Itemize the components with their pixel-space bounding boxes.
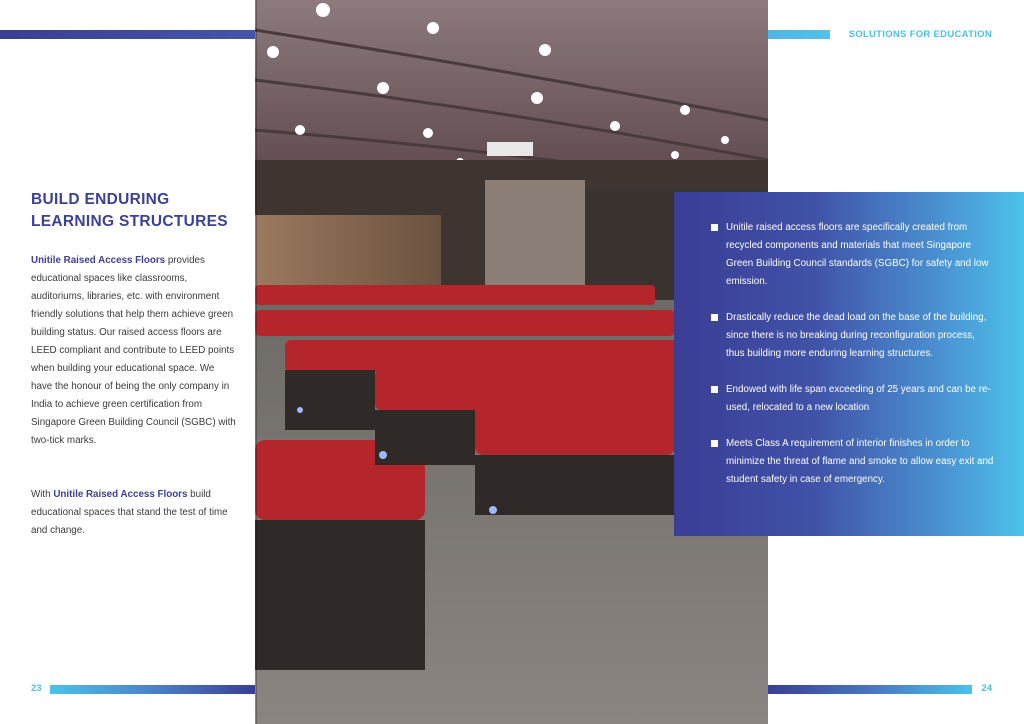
intro-paragraph (31, 252, 236, 450)
closing-text: build educational spaces that stand the test of time and change. (31, 489, 228, 536)
feature-item (711, 381, 996, 417)
brand-name: Unitile Raised Access Floors (31, 255, 166, 266)
bullet-square-icon (711, 224, 718, 231)
closing-paragraph (31, 486, 236, 540)
feature-text: Endowed with life span exceeding of 25 years and can be re-used, relocated to a new location (726, 384, 991, 413)
page-fold (256, 0, 257, 724)
feature-text: Unitile raised access floors are specifically created from recycled components and materials that meet Singapore Green Building Council standards (SGBC) for safety and low emission. (726, 222, 989, 287)
page-number-left: 23 (31, 683, 42, 694)
footer-rule-left (50, 685, 255, 694)
intro-text: provides educational spaces like classrooms, auditoriums, libraries, etc. with environment friendly solutions that help them achieve green building status. Our raised access floors are LEED compliant and contribute to LEED points when building your educational space. We have the honour of being the only company in India to achieve green certification from Singapore Green Building Council (SGBC) with two-tick marks. (31, 255, 236, 446)
footer-rule-right (768, 685, 972, 694)
feature-text: Drastically reduce the dead load on the base of the building, since there is no breaking during reconfiguration process, thus building more enduring learning structures. (726, 312, 987, 359)
closing-prefix: With (31, 489, 54, 500)
bullet-square-icon (711, 386, 718, 393)
section-label: SOLUTIONS FOR EDUCATION (848, 29, 992, 40)
brand-name: Unitile Raised Access Floors (53, 489, 188, 500)
feature-list (711, 219, 996, 507)
bullet-square-icon (711, 440, 718, 447)
bullet-square-icon (711, 314, 718, 321)
section-heading (31, 189, 246, 233)
page-number-right: 24 (981, 683, 992, 694)
heading-line-2: LEARNING STRUCTURES (31, 213, 228, 230)
feature-text: Meets Class A requirement of interior finishes in order to minimize the threat of flame and smoke to allow easy exit and student safety in case of emergency. (726, 438, 994, 485)
feature-item (711, 435, 996, 489)
heading-line-1: BUILD ENDURING (31, 191, 170, 208)
feature-item (711, 219, 996, 291)
feature-item (711, 309, 996, 363)
